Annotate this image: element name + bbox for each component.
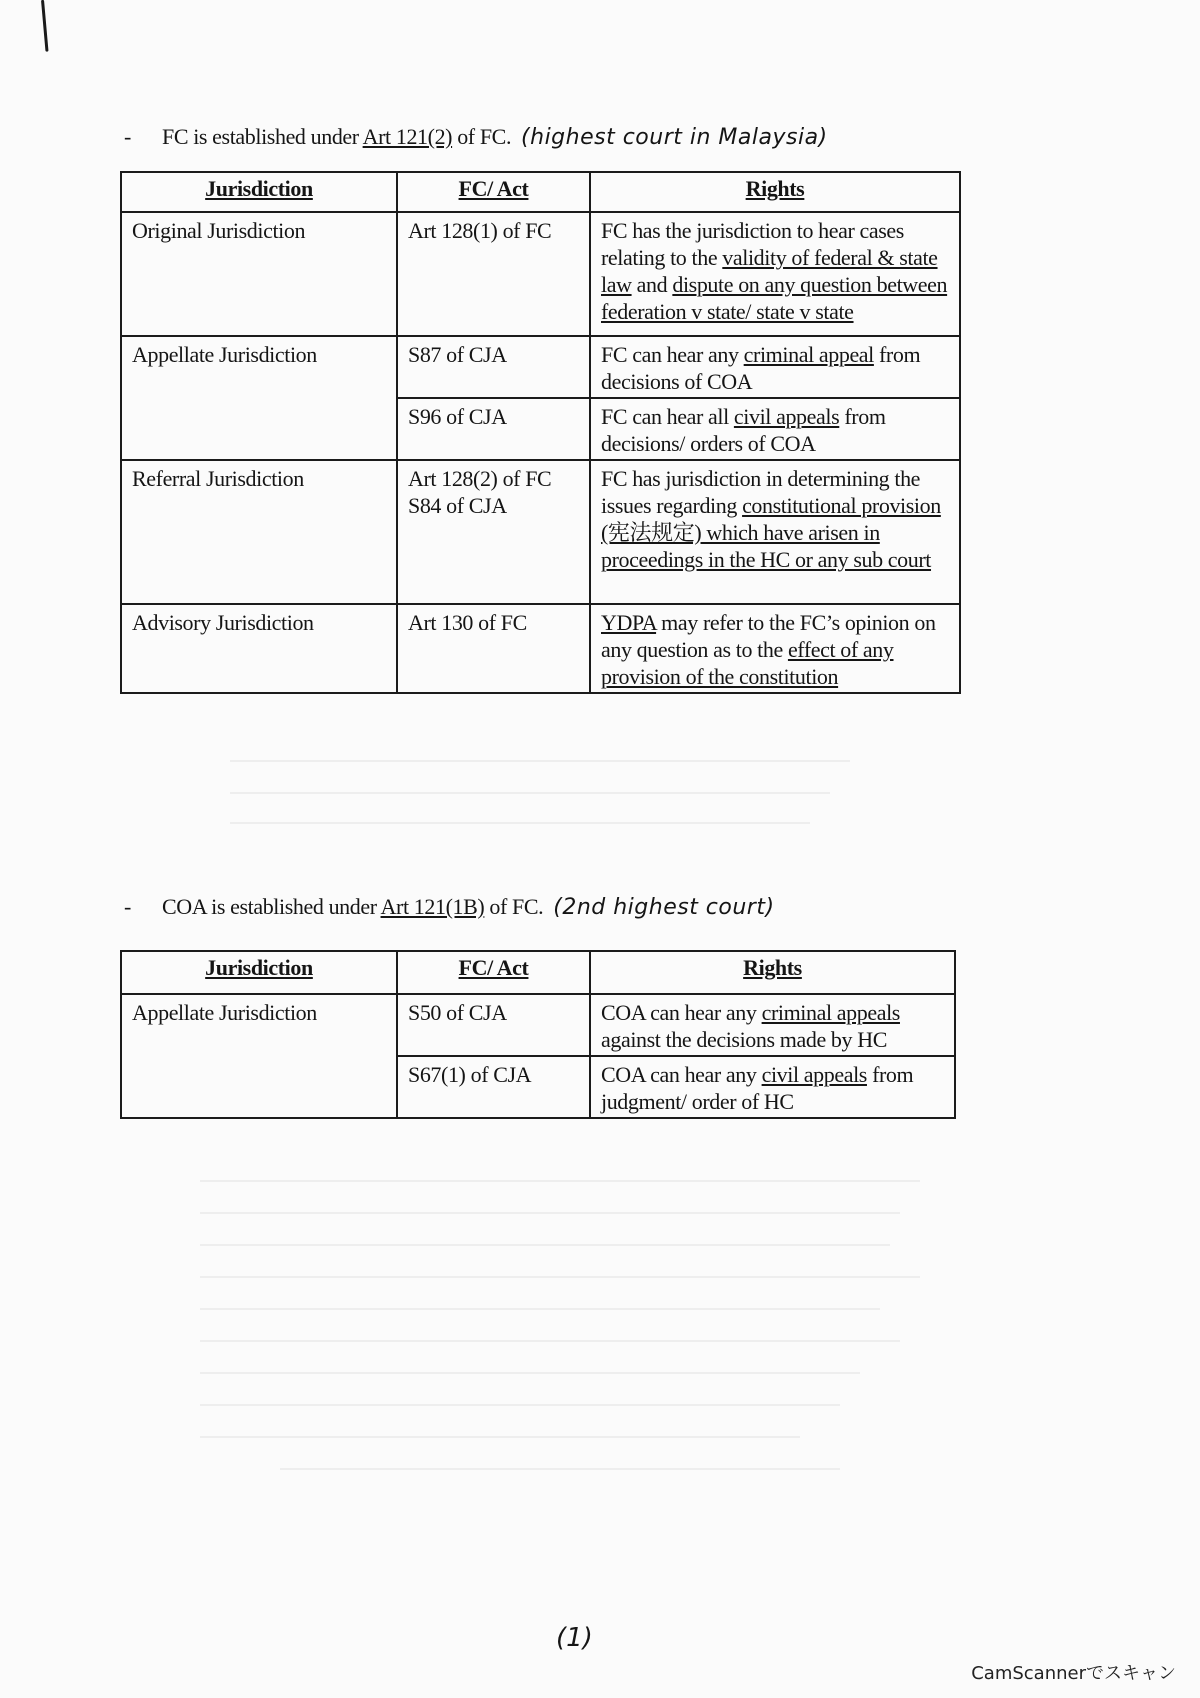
cell-jurisdiction: Original Jurisdiction [121,212,397,336]
table-row [121,604,960,693]
rights-key-term: validity of federal & state law [601,245,938,297]
header-jurisdiction: Jurisdiction [121,951,397,994]
bleed-through-line [230,792,830,794]
table-header-row [121,951,955,994]
bleed-through-line [200,1404,840,1406]
rights-text: from judgment/ order of HC [601,1062,914,1114]
cell-rights [590,994,955,1056]
cell-act: S67(1) of CJA [397,1056,590,1118]
header-act: FC/ Act [397,172,590,212]
cell-act: S96 of CJA [397,398,590,460]
bleed-through-line [200,1340,900,1342]
bleed-through-line [200,1180,920,1182]
table-row [121,212,960,336]
coa-heading-article: Art 121(1B) [380,894,485,919]
bleed-through-line [200,1372,860,1374]
rights-key-term: effect of any provision of the constitution [601,637,894,689]
header-act: FC/ Act [397,951,590,994]
cell-act [397,460,590,604]
pen-edge-mark [41,0,49,52]
rights-text: FC can hear all [601,404,734,429]
coa-heading-suffix: of FC. [484,894,544,919]
cell-rights [590,212,960,336]
table-row [121,336,960,398]
rights-key-term: dispute on any question between federation v state/ state v state [601,272,948,324]
handwritten-page-number: (1) [556,1623,593,1653]
act-line: S84 of CJA [408,493,507,518]
coa-heading-text: COA is established under [162,894,381,919]
header-rights: Rights [590,951,955,994]
cell-jurisdiction: Referral Jurisdiction [121,460,397,604]
bleed-through-line [200,1276,920,1278]
coa-jurisdiction-table [120,950,956,1119]
cell-act: Art 128(1) of FC [397,212,590,336]
bleed-through-line [230,760,850,762]
rights-text: FC has the jurisdiction to hear cases relating to the [601,218,904,270]
bleed-through-line [280,1468,840,1470]
cell-jurisdiction: Appellate Jurisdiction [121,994,397,1118]
bullet: - [124,894,131,919]
cell-rights [590,460,960,604]
fc-heading-article: Art 121(2) [362,124,453,149]
rights-key-term: civil appeals [733,404,840,429]
table-row [121,994,955,1056]
cell-act: S50 of CJA [397,994,590,1056]
cell-act: S87 of CJA [397,336,590,398]
rights-key-term: civil appeals [761,1062,867,1087]
rights-text: from decisions of COA [601,342,921,394]
cell-rights [590,336,960,398]
fc-heading-suffix: of FC. [452,124,512,149]
bleed-through-line [200,1436,800,1438]
handwritten-note: (2nd highest court) [553,895,775,920]
header-jurisdiction: Jurisdiction [121,172,397,212]
rights-text: COA can hear any [601,1000,762,1025]
rights-text: from decisions/ orders of COA [601,404,886,456]
coa-heading [124,893,775,922]
table-header-row [121,172,960,212]
header-rights: Rights [590,172,960,212]
table-row [121,460,960,604]
rights-text: COA can hear any [601,1062,762,1087]
bleed-through-line [230,822,810,824]
rights-key-term: YDPA [601,610,657,635]
fc-heading-text: FC is established under [162,124,363,149]
rights-text: against the decisions made by HC [601,1027,887,1052]
cell-rights [590,398,960,460]
rights-key-term: constitutional provision (宪法规定) which have arisen in proceedings in the HC or any sub court [601,493,941,572]
scanner-watermark: CamScannerでスキャン [971,1663,1176,1684]
rights-text: FC can hear any [601,342,744,367]
rights-text: and [631,272,673,297]
fc-heading [124,123,828,152]
rights-key-term: criminal appeals [761,1000,900,1025]
handwritten-note: (highest court in Malaysia) [521,125,828,150]
cell-rights [590,604,960,693]
rights-text: FC has jurisdiction in determining the issues regarding [601,466,921,518]
rights-text: may refer to the FC’s opinion on any question as to the [601,610,936,662]
cell-jurisdiction: Advisory Jurisdiction [121,604,397,693]
bleed-through-line [200,1308,880,1310]
rights-key-term: criminal appeal [743,342,874,367]
bullet: - [124,124,131,149]
bleed-through-line [200,1212,900,1214]
act-line: Art 128(2) of FC [408,466,552,491]
bleed-through-line [200,1244,890,1246]
cell-act: Art 130 of FC [397,604,590,693]
fc-jurisdiction-table [120,171,961,694]
cell-jurisdiction: Appellate Jurisdiction [121,336,397,460]
cell-rights [590,1056,955,1118]
